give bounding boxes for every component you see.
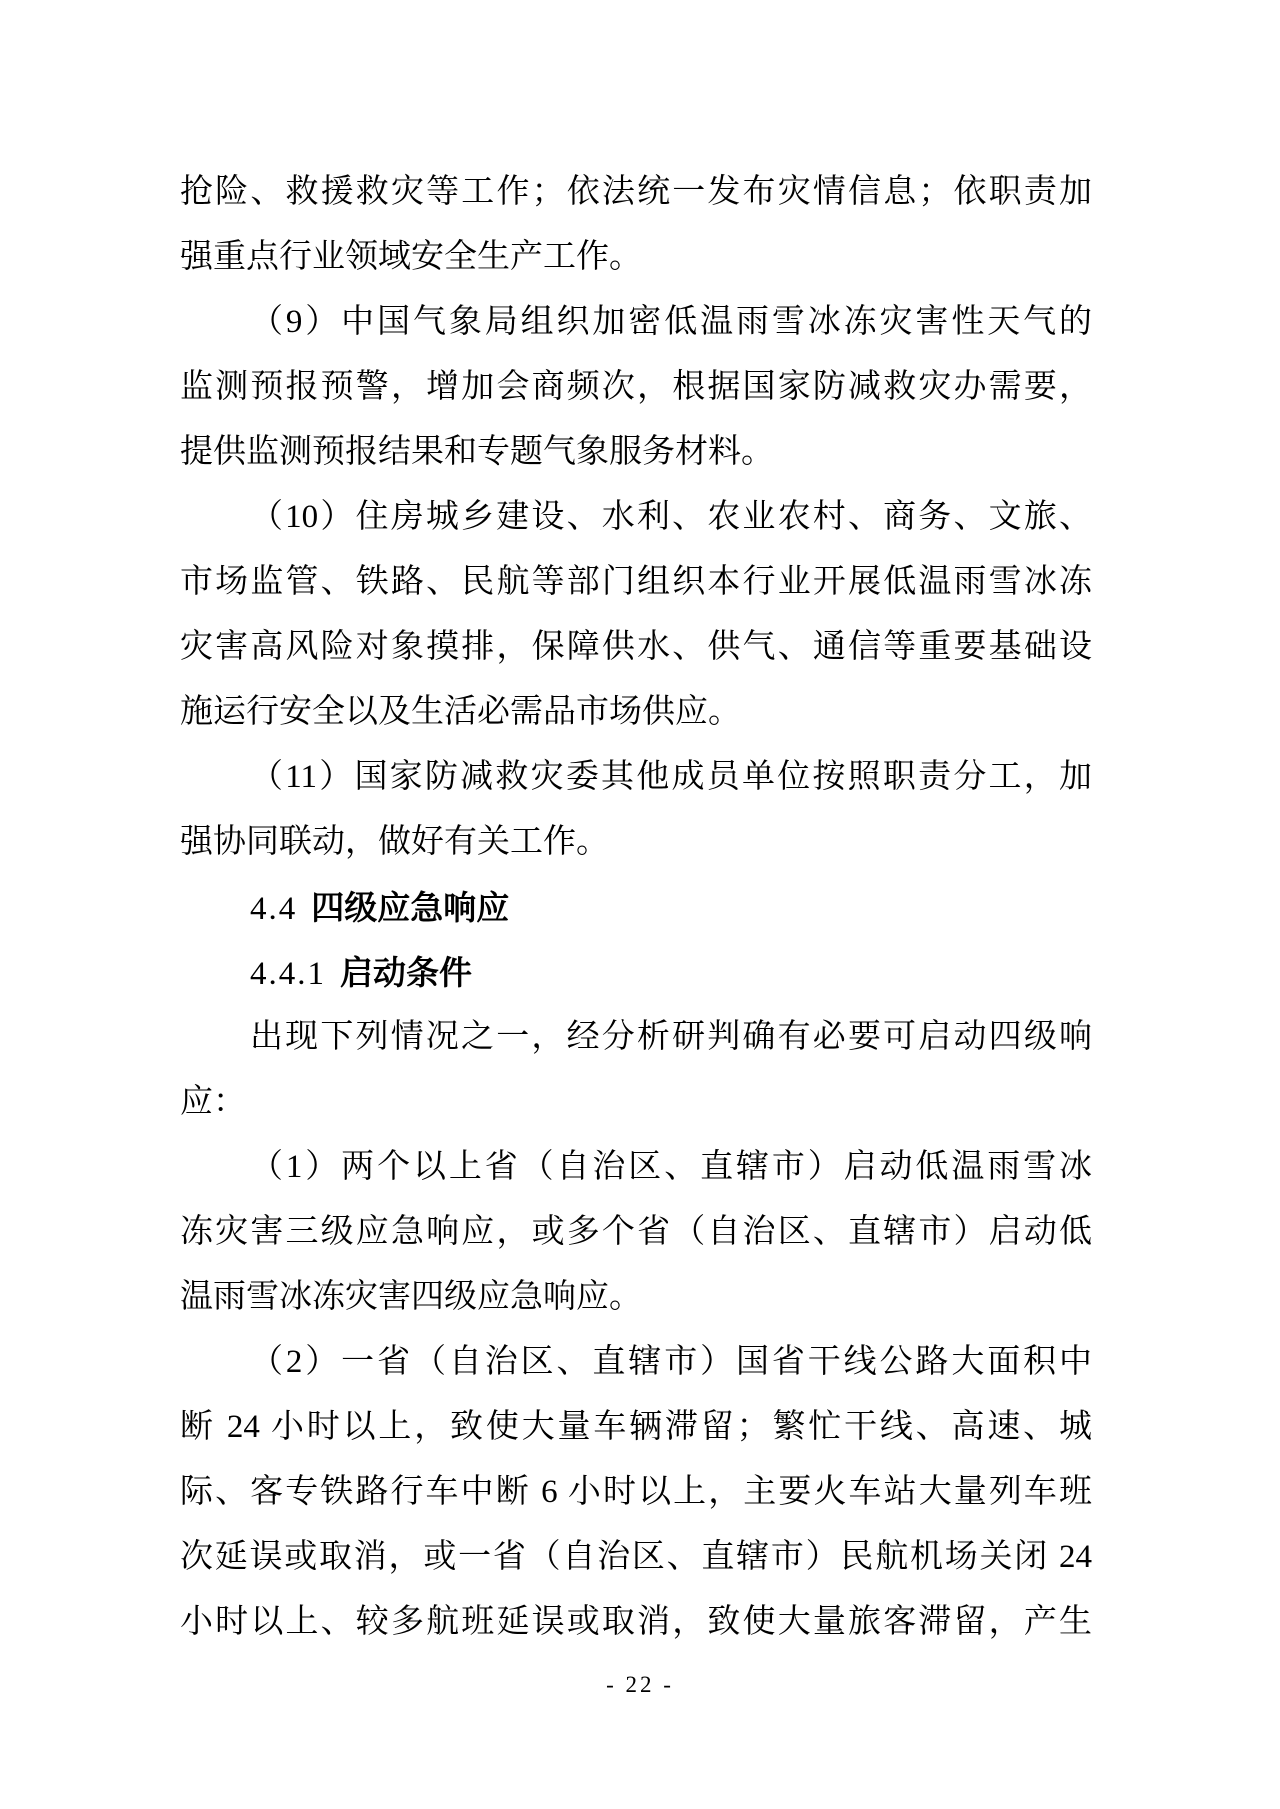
text-line-content: 施运行安全以及生活必需品市场供应。 [180,694,741,730]
text-line [180,1460,1092,1525]
text-line-content: （9）中国气象局组织加密低温雨雪冰冻灾害性天气的 [250,304,1092,340]
text-line-content: 应： [180,1084,246,1120]
text-line-content: 监测预报预警，增加会商频次，根据国家防减救灾办需要， [180,369,1092,405]
text-line [180,1265,1092,1330]
section-heading-title: 四级应急响应 [311,889,510,926]
section-heading-number: 4.4.1 [250,956,326,992]
text-line-content: 断 24 小时以上，致使大量车辆滞留；繁忙干线、高速、城 [180,1409,1092,1445]
text-line [180,745,1092,810]
text-line-content: （2）一省（自治区、直辖市）国省干线公路大面积中 [250,1344,1092,1380]
text-line [180,1330,1092,1395]
text-line [180,160,1092,225]
text-line-content: 抢险、救援救灾等工作；依法统一发布灾情信息；依职责加 [180,174,1092,210]
text-line [180,1070,1092,1135]
text-line-content: 温雨雪冰冻灾害四级应急响应。 [180,1279,642,1315]
page-number: - 22 - [606,1672,674,1697]
text-line-content: 市场监管、铁路、民航等部门组织本行业开展低温雨雪冰冻 [180,564,1092,600]
text-line-content: 冻灾害三级应急响应，或多个省（自治区、直辖市）启动低 [180,1214,1092,1250]
text-line [180,810,1092,875]
text-line [180,1200,1092,1265]
text-line [180,355,1092,420]
text-line-content: 提供监测预报结果和专题气象服务材料。 [180,434,774,470]
text-line [180,225,1092,290]
text-line [180,615,1092,680]
section-heading-number: 4.4 [250,891,298,927]
text-line-content: 际、客专铁路行车中断 6 小时以上，主要火车站大量列车班 [180,1474,1092,1510]
text-line [180,1005,1092,1070]
text-line-content: 次延误或取消，或一省（自治区、直辖市）民航机场关闭 24 [180,1539,1092,1575]
document-content [180,160,1092,1655]
page-footer [0,1672,1280,1698]
text-line [180,1525,1092,1590]
text-line-content: 强协同联动，做好有关工作。 [180,824,609,860]
text-line [180,680,1092,745]
section-heading [180,875,1092,940]
section-heading [180,940,1092,1005]
text-line-content: （1）两个以上省（自治区、直辖市）启动低温雨雪冰 [250,1149,1092,1185]
text-line [180,1135,1092,1200]
text-line [180,1590,1092,1655]
text-line [180,420,1092,485]
text-line [180,1395,1092,1460]
text-line [180,550,1092,615]
text-line-content: 灾害高风险对象摸排，保障供水、供气、通信等重要基础设 [180,629,1092,665]
text-line [180,290,1092,355]
text-line-content: （10）住房城乡建设、水利、农业农村、商务、文旅、 [250,499,1092,535]
text-line-content: 小时以上、较多航班延误或取消，致使大量旅客滞留，产生 [180,1604,1092,1640]
text-line [180,485,1092,550]
text-line-content: 强重点行业领域安全生产工作。 [180,239,642,275]
text-line-content: （11）国家防减救灾委其他成员单位按照职责分工，加 [250,759,1092,795]
text-line-content: 出现下列情况之一，经分析研判确有必要可启动四级响 [250,1019,1092,1055]
section-heading-title: 启动条件 [340,954,472,991]
